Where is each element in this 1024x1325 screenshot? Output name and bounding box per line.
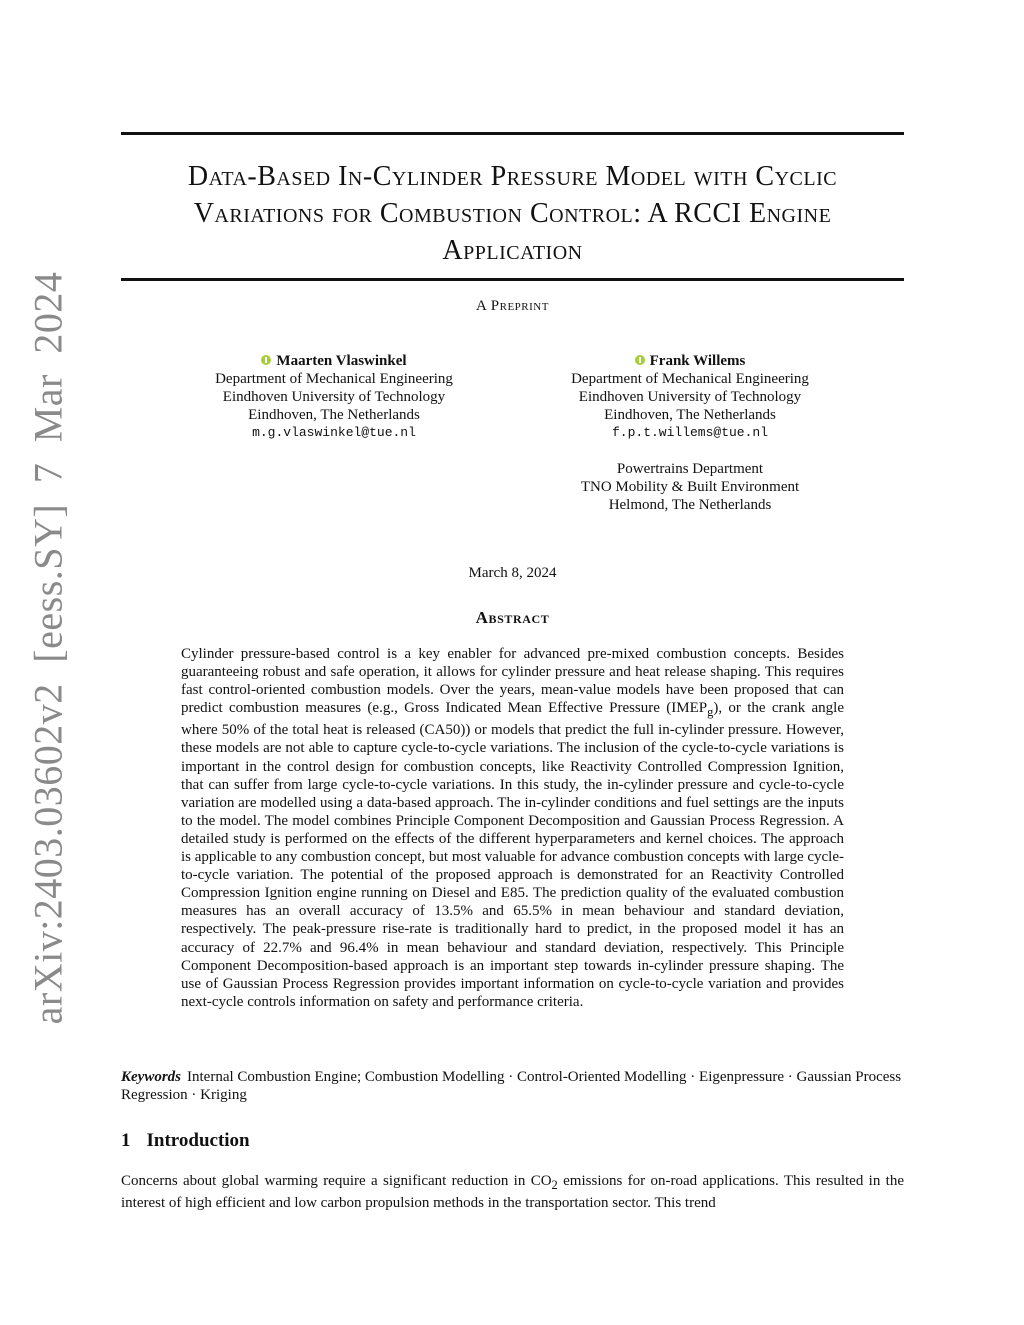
paper-title <box>121 158 904 269</box>
orcid-icon[interactable] <box>635 355 645 365</box>
affiliation-line: Department of Mechanical Engineering <box>571 371 809 387</box>
abstract-text-part-1: Cylinder pressure-based control is a key enabler for advanced pre-mixed combustion concepts. Besides guaranteeing robust and safe operation, it allows for cylinder pressure and heat release shaping. This requires fast control-oriented combustion models. Over the years, mean-value models have been proposed that can predict combustion measures (e.g., Gross Indicated Mean Effective Pressure (IMEP <box>181 646 844 717</box>
author-block-1 <box>184 352 484 442</box>
title-line-1: Data-Based In-Cylinder Pressure Model with Cyclic <box>187 161 838 192</box>
author-name: Maarten Vlaswinkel <box>276 353 407 369</box>
author-name-line <box>184 352 484 370</box>
introduction-text <box>121 1172 904 1212</box>
abstract-text <box>181 645 844 1011</box>
author-block-2 <box>540 352 840 514</box>
keywords-text: Internal Combustion Engine; Combustion Modelling · Control-Oriented Modelling · Eigenpressure · Gaussian Process Regression · Kriging <box>121 1069 902 1103</box>
title-rule-bottom <box>121 278 904 281</box>
affiliation-line: Department of Mechanical Engineering <box>215 371 453 387</box>
abstract-text-part-2: ), or the crank angle where 50% of the total heat is released (CA50)) or models that predict the full in-cylinder pressure. However, these models are not able to capture cycle-to-cycle variations. The inclusion of the cycle-to-cycle variations is important in the control design for combustion concepts, like Reactivity Controlled Compression Ignition, that can suffer from large cycle-to-cycle variations. In this study, the in-cylinder pressure and cycle-to-cycle variation are modelled using a data-based approach. The in-cylinder conditions and fuel settings are the inputs to the model. The model combines Principle Component Decomposition and Gaussian Process Regression. A detailed study is performed on the effects of the different hyperparameters and kernel choices. The approach is applicable to any combustion concept, but most valuable for advance combustion concepts with large cycle-to-cycle variation. The potential of the proposed approach is demonstrated for an Reactivity Controlled Compression Ignition engine running on Diesel and E85. The prediction quality of the evaluated combustion measures has an overall accuracy of 13.5% and 65.5% in mean behaviour and standard deviation, respectively. The peak-pressure rise-rate is traditionally hard to predict, in the proposed model it has an accuracy of 22.7% and 96.4% in mean behaviour and standard deviation, respectively. This Principle Component Decomposition-based approach is an important step towards in-cylinder pressure shaping. The use of Gaussian Process Regression provides important information on cycle-to-cycle variation and provides next-cycle controls information on safety and performance criteria. <box>181 700 845 1010</box>
keywords <box>121 1068 904 1104</box>
author-name-line <box>540 352 840 370</box>
section-heading-introduction <box>121 1130 250 1152</box>
affiliation-spacer <box>540 442 840 460</box>
affiliation-line: Eindhoven, The Netherlands <box>604 407 776 423</box>
author-email[interactable]: m.g.vlaswinkel@tue.nl <box>252 425 416 440</box>
author-name: Frank Willems <box>649 353 746 369</box>
affiliation2-line: Helmond, The Netherlands <box>608 497 772 513</box>
section-number: 1 <box>121 1130 131 1151</box>
affiliation-line: Eindhoven University of Technology <box>578 389 802 405</box>
introduction-subscript: 2 <box>551 1178 558 1192</box>
affiliation2-line: Powertrains Department <box>616 461 764 477</box>
paper-date: March 8, 2024 <box>468 565 557 581</box>
author-email[interactable]: f.p.t.willems@tue.nl <box>611 425 769 440</box>
abstract-heading: Abstract <box>475 608 550 627</box>
affiliation-line: Eindhoven University of Technology <box>222 389 446 405</box>
affiliation-line: Eindhoven, The Netherlands <box>248 407 420 423</box>
keywords-label: Keywords <box>121 1069 181 1085</box>
title-line-3: Application <box>442 235 583 266</box>
title-line-2: Variations for Combustion Control: A RCCI Engine <box>193 198 832 229</box>
affiliation2-line: TNO Mobility & Built Environment <box>580 479 800 495</box>
section-title: Introduction <box>146 1130 250 1151</box>
title-rule-top <box>121 132 904 135</box>
introduction-text-part-1: Concerns about global warming require a significant reduction in CO <box>121 1173 552 1189</box>
orcid-icon[interactable] <box>261 355 271 365</box>
abstract-subscript: g <box>707 705 714 720</box>
preprint-label: A Preprint <box>476 298 549 314</box>
introduction-text-part-2: emissions for on-road applications. This resulted in the interest of high efficient and low carbon propulsion methods in the transportation sector. This trend <box>121 1173 905 1211</box>
arxiv-watermark[interactable]: arXiv:2403.03602v2 [eess.SY] 7 Mar 2024 <box>25 271 71 1025</box>
